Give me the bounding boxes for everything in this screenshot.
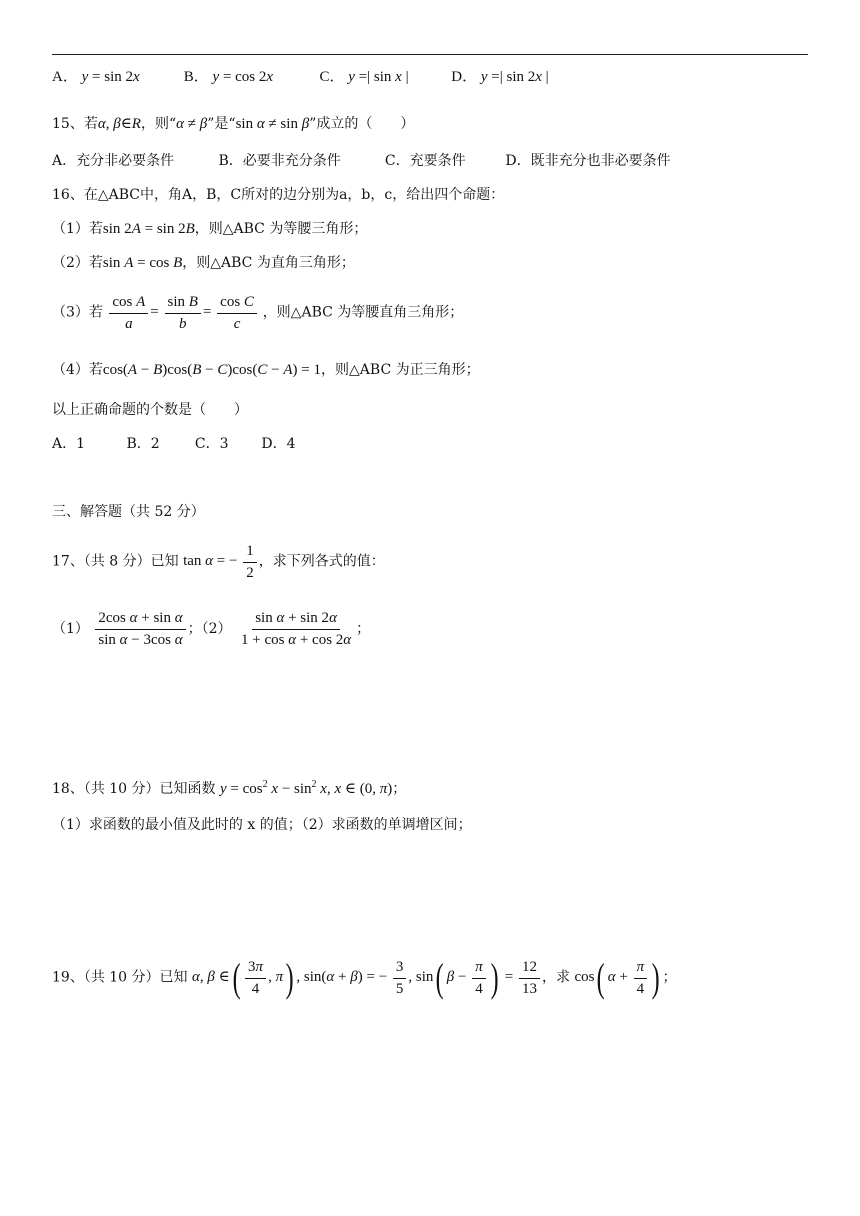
q15-option-d: D．既非充分也非必要条件: [505, 153, 671, 169]
q15-option-a: A．充分非必要条件: [52, 153, 175, 169]
q16-stem: 16、在△ABC中，角A，B，C所对的边分别为a，b，c，给出四个命题：: [52, 187, 505, 203]
q16-option-d: D．4: [261, 436, 296, 452]
q16-proposition-4: （4）若cos(A − B)cos(B − C)cos(C − A) = 1，则△ABC 为正三角形；: [52, 362, 480, 378]
q16-proposition-2: （2）若sin A = cos B，则△ABC 为直角三角形；: [52, 255, 355, 271]
q16-proposition-3: （3）若 $\frac{\text{cos A}}{a}$ = $\frac{\text{sin B}}{b}$ = $\frac{\text{cos C}}{c}$ ，则△ABC 为等腰直角三角形；: [52, 294, 464, 332]
q14-option-a: A． y = sin 2x: [52, 69, 140, 85]
q18-stem: 18、（共 10 分）已知函数 $y = \cos^2 x - \sin^2 x$, x ∈ (0, π)；: [52, 779, 407, 797]
q16-option-c: C．3: [194, 436, 229, 452]
q14-option-d: D． y =| sin 2x |: [451, 69, 549, 85]
top-rule: [52, 54, 808, 55]
q17-expressions: （1） $\frac{\text{2cos α + sin α}}{\text{sin α − 3cos α}}$ ；（2） $\frac{\text{sin α + sin 2α}}{\text{1 + cos α + cos 2α}}$ ；: [52, 610, 371, 648]
q16-proposition-1: （1）若sin 2A = sin 2B，则△ABC 为等腰三角形；: [52, 221, 368, 237]
q15-option-c: C．充要条件: [384, 153, 466, 169]
q15-stem: 15、若α, β∈R，则“α ≠ β”是“sin α ≠ sin β”成立的（ ）: [52, 116, 415, 132]
q16-ask: 以上正确命题的个数是（ ）: [52, 402, 248, 418]
q18-subquestions: （1）求函数的最小值及此时的 x 的值；（2）求函数的单调增区间；: [52, 817, 472, 833]
q17-stem: 17、（共 8 分）已知 tan α = − $\frac{1}{2}$ ，求下列各式的值：: [52, 543, 385, 581]
q16-option-a: A．1: [52, 436, 86, 452]
q14-options: [52, 70, 549, 85]
q16-options: [52, 437, 296, 451]
q15-options: [52, 154, 671, 168]
q19-stem: 19、（共 10 分）已知 α, β ∈( $\frac{3\pi}{4}$ , π) , sin(α + β) = − $\frac{3}{5}$ , sin( β − $\frac{\pi}{4}$ ) = $\frac{12}{13}$ ，求 cos( α + $\frac{\pi}{4}$ ) ；: [52, 955, 677, 1000]
q14-option-c: C． y =| sin x |: [319, 69, 409, 85]
q14-option-b: B． y = cos 2x: [183, 69, 274, 85]
q15-option-b: B．必要非充分条件: [218, 153, 341, 169]
section-heading: 三、解答题（共 52 分）: [52, 504, 205, 520]
q16-option-b: B．2: [126, 436, 160, 452]
